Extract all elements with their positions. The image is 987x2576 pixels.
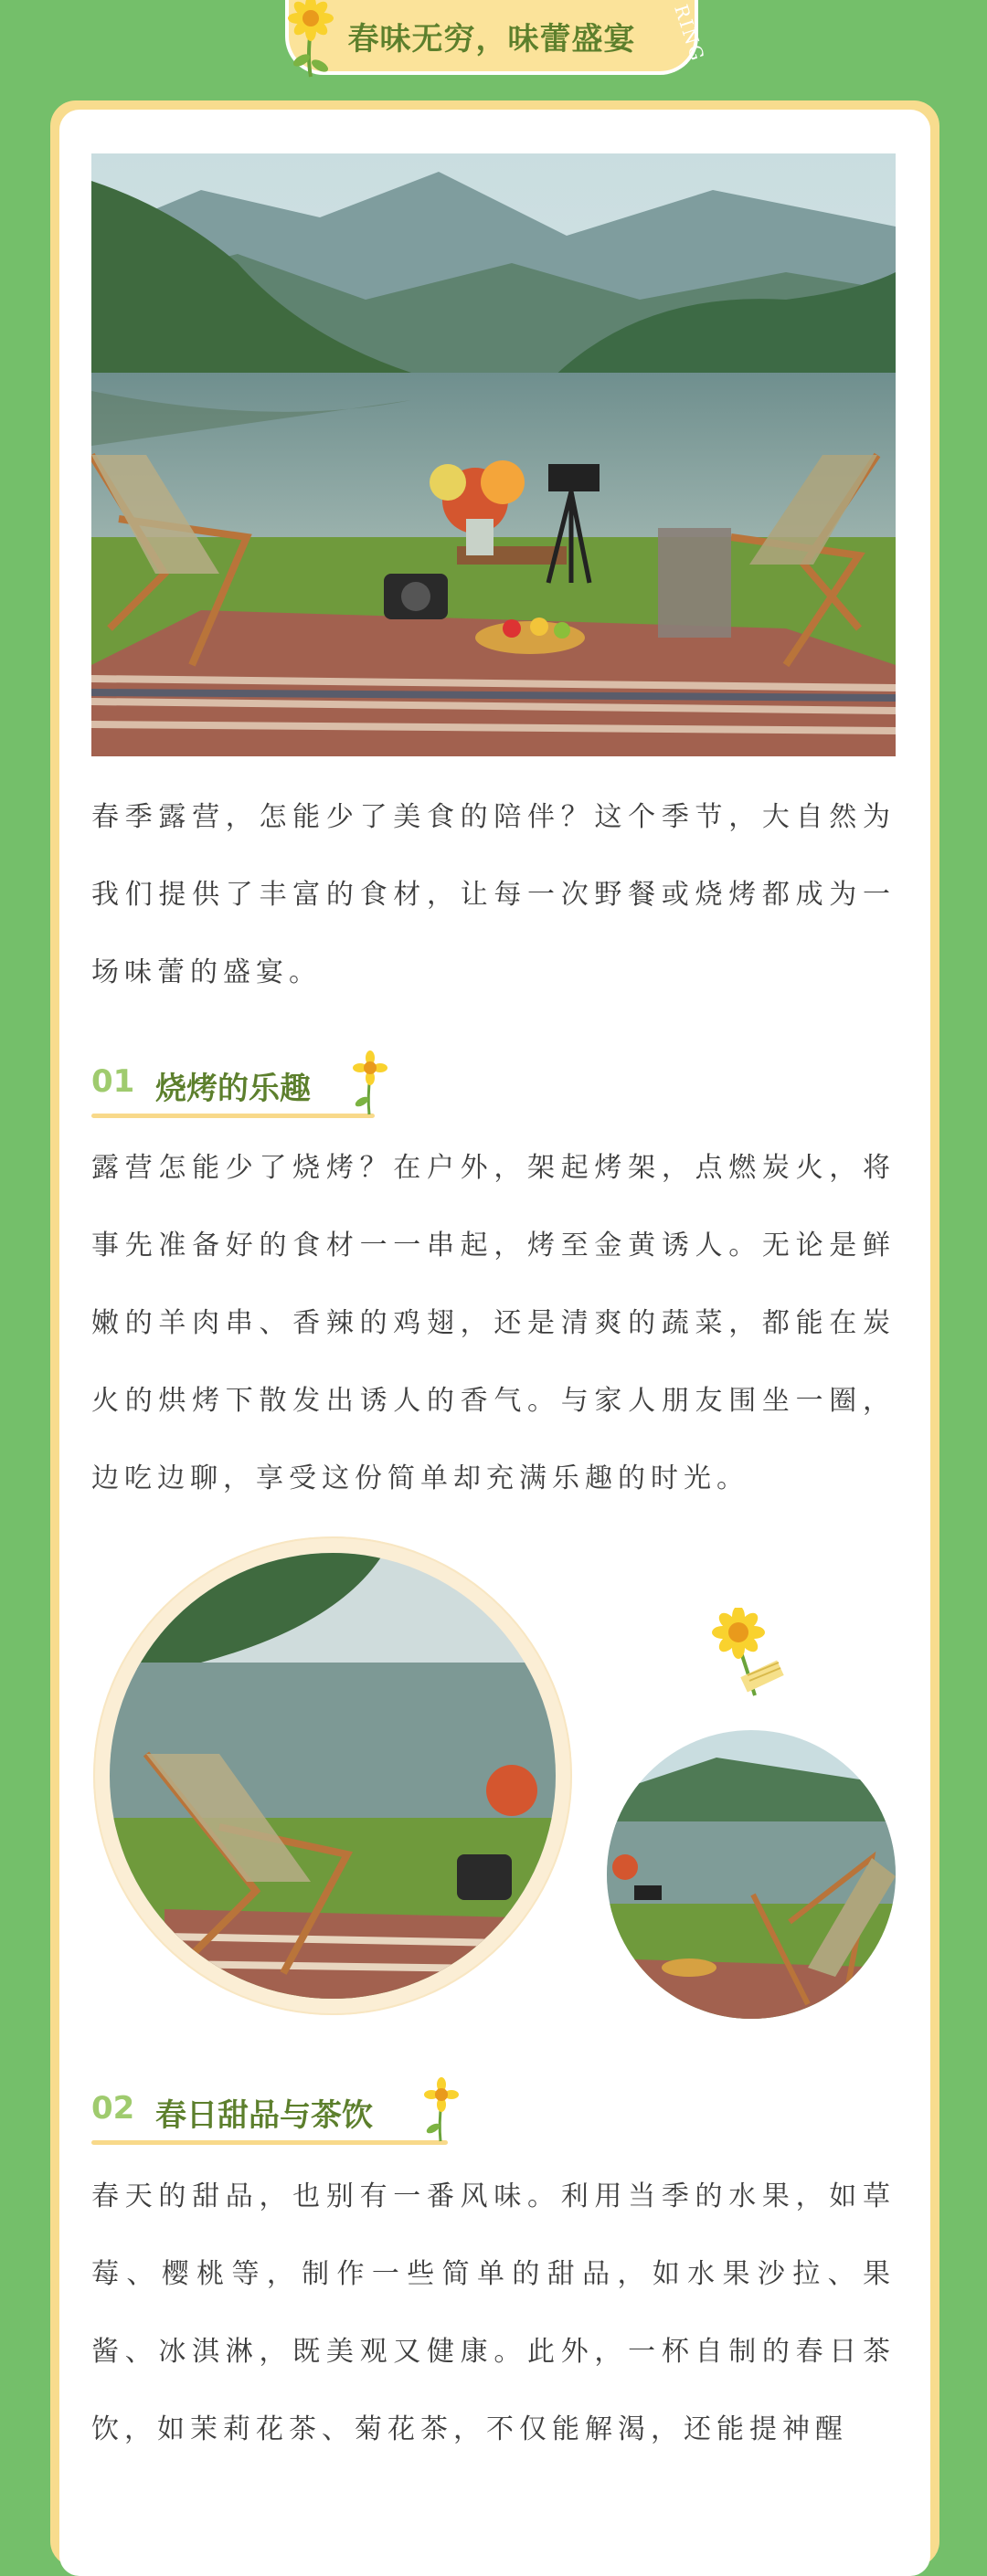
section-title: 春日甜品与茶饮 (155, 2097, 373, 2134)
circle-photo-large (93, 1536, 572, 2015)
sunflower-icon (706, 1608, 793, 1708)
hero-photo (91, 153, 896, 756)
section-02-heading (91, 2090, 448, 2145)
top-banner (285, 0, 698, 75)
section-01-heading (91, 1063, 375, 1118)
heading-underline (91, 2140, 448, 2145)
heading-underline (91, 1114, 375, 1118)
lake-picnic-photo (607, 1730, 896, 2019)
section-01-paragraph: 露营怎能少了烧烤？在户外，架起烤架，点燃炭火，将事先准备好的食材一一串起，烤至金黄诱人。无论是鲜嫩的羊肉串、香辣的鸡翅，还是清爽的蔬菜，都能在炭火的烘烤下散发出诱人的香气。与家人朋友围坐一圈，边吃边聊，享受这份简单却充满乐趣的时光。 (91, 1152, 896, 1494)
circle-photo-small (607, 1730, 896, 2019)
sunflower-icon (280, 0, 342, 80)
lake-chair-photo (110, 1553, 556, 1999)
banner-title: 春味无穷，味蕾盛宴 (347, 20, 636, 58)
sunflower-icon (420, 2077, 462, 2143)
sunflower-icon (349, 1050, 391, 1116)
section-title: 烧烤的乐趣 (155, 1071, 311, 1107)
section-number: 01 (91, 1063, 135, 1100)
intro-paragraph: 春季露营，怎能少了美食的陪伴？这个季节，大自然为我们提供了丰富的食材，让每一次野餐或烧烤都成为一场味蕾的盛宴。 (91, 801, 896, 988)
banner-arc-text: RING (670, 2, 709, 65)
section-number: 02 (91, 2090, 135, 2127)
section-02-paragraph: 春天的甜品，也别有一番风味。利用当季的水果，如草莓、樱桃等，制作一些简单的甜品，如水果沙拉、果酱、冰淇淋，既美观又健康。此外，一杯自制的春日茶饮，如茉莉花茶、菊花茶，不仅能解渴，还能提神醒 (91, 2180, 896, 2445)
